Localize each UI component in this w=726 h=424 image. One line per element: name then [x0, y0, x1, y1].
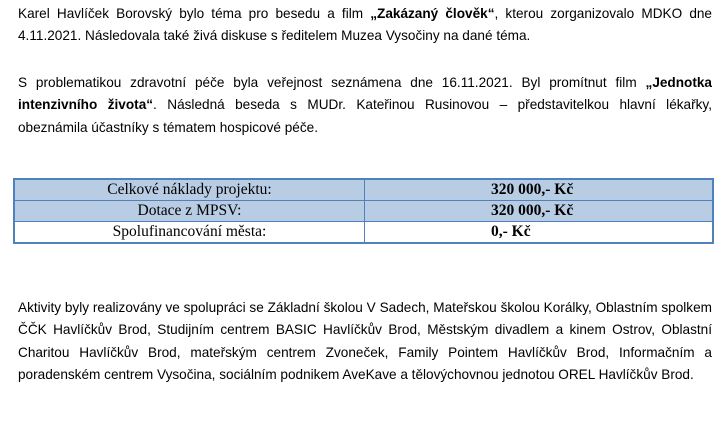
subsidy-label: Dotace z MPSV: [14, 201, 365, 222]
paragraph-partners: Aktivity byly realizovány ve spolupráci se Základní školou V Sadech, Mateřskou školou Korálky, Oblastním spolkem ČČK Havlíčkův Brod, Studijním centrem BASIC Havlíčkův Brod, Městským divadlem a kinem Ostrov, Oblastní Charitou Havlíčkův Brod, mateřským centrem Zvoneček, Family Pointem Havlíčkův Brod, Informačním a poradenském centrem Vysočina, sociálním podnikem AveKave a tělovýchovnou jednotou OREL Havlíčkův Brod. [18, 300, 712, 382]
paragraph-text: Karel Havlíček Borovský bylo téma pro besedu a film [18, 6, 371, 21]
city-cofinancing-label: Spolufinancování města: [14, 222, 365, 244]
film-title-jednotka: „Jednotka intenzivního života“ [18, 75, 712, 113]
subsidy-value: 320 000,- Kč [365, 201, 714, 222]
paragraph-healthcare-event [18, 72, 712, 139]
total-cost-value: 320 000,- Kč [365, 179, 714, 201]
film-title-zakazany-clovek: „Zakázaný člověk“ [370, 6, 495, 21]
city-cofinancing-value: 0,- Kč [365, 222, 714, 244]
table-row-city-cofinancing [14, 222, 713, 244]
paragraph-text: . Následná beseda s MUDr. Kateřinou Rusinovou – představitelkou hlavní lékařky, obeznámila účastníky s tématem hospicové péče. [18, 97, 712, 135]
table-row-subsidy [14, 201, 713, 222]
paragraph-text: , kterou zorganizovalo MDKO dne 4.11.2021. Následovala také živá diskuse s ředitelem Muzea Vysočiny na dané téma. [18, 6, 712, 44]
paragraph-havlicek-event [18, 3, 712, 48]
cost-table [13, 178, 714, 244]
table-row-total-cost [14, 179, 713, 201]
total-cost-label: Celkové náklady projektu: [14, 179, 365, 201]
paragraph-text: S problematikou zdravotní péče byla veřejnost seznámena dne 16.11.2021. Byl promítnut film [18, 75, 646, 90]
